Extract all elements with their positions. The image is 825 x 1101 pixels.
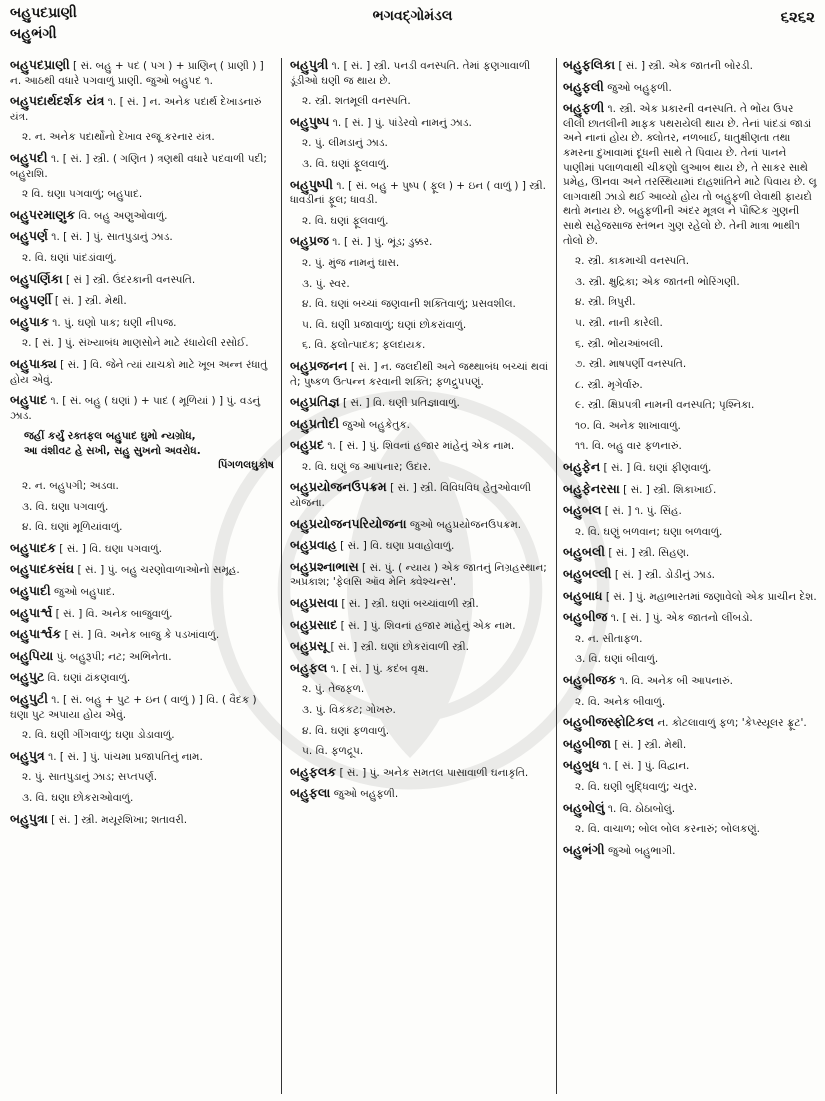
dictionary-entry xyxy=(563,503,817,519)
definition: ૫. વિ. ફળદ્રૂપ. xyxy=(302,745,364,758)
definition: ૧૧. વિ. બહુ વાર ફળનારું. xyxy=(575,440,682,453)
headword: બહુપ્રસાદ xyxy=(290,616,338,632)
definition: જુઓ બહુફળી. xyxy=(333,788,399,801)
entry-sense xyxy=(575,337,817,352)
entry-sense xyxy=(302,277,552,292)
dictionary-entry xyxy=(10,272,274,288)
headword: બહુપાદ xyxy=(10,392,48,408)
headword: બહુફલક xyxy=(290,763,337,779)
headword: બહુપુષ્પ xyxy=(290,113,330,129)
dictionary-entry xyxy=(290,438,552,454)
entry-sense xyxy=(575,419,817,434)
definition: [ સં. ] વિ. ઘણી પ્રતિજ્ઞાવાળું. xyxy=(342,397,460,410)
entry-sense xyxy=(575,822,817,837)
entry-sense xyxy=(575,295,817,310)
definition: ૧. વિ. અનેક બી આપનારું. xyxy=(619,675,733,687)
dictionary-entry xyxy=(290,596,552,612)
definition: ૨. ન. બહુપગી; અડવા. xyxy=(22,480,119,493)
definition: ૨. ન. અનેક પદાર્થોનો દેખાવ રજૂ કરનાર યંત્ર. xyxy=(22,131,215,144)
definition: [ સં. બહુ + પદ ( પગ ) + પ્રાણિન્ ( પ્રાણી ) ] ન. આઠથી વધારે પગવાળું પ્રાણી. જુઓ બહુપદ ૧. xyxy=(10,60,264,87)
definition: ૭. સ્ત્રી. માષપર્ણી વનસ્પતિ. xyxy=(575,358,687,371)
entry-sense xyxy=(302,136,552,151)
headword: બહુફલી xyxy=(563,78,604,94)
headword: બહુપુત્રા xyxy=(10,810,48,826)
definition: ૬. વિ. ફલોત્પાદક; ફલદાયક. xyxy=(302,339,426,352)
definition: ૧. [ સં. ] સ્ત્રી. પનડી વનસ્પતિ. તેમાં ફણગાવાળી ડૂંડીઓ ઘણી જ થાય છે. xyxy=(290,60,531,87)
quote-line: જહીં કર્યું રક્તફલ બહુપાદ ઘુમો ન્યગ્રોધ, xyxy=(24,430,196,443)
definition: [ સં. ] વિ. ઘણા પ્રવાહોવાળું. xyxy=(340,540,455,553)
entry-sense xyxy=(575,632,817,647)
page-number: ૬૨૬૨ xyxy=(780,8,815,26)
dictionary-entry xyxy=(563,737,817,753)
definition: ૪. વિ. ઘણાં મૂળિયાંવાળું. xyxy=(22,521,123,534)
definition: [ સં. ] વિ. જેને ત્યાં યાચકો માટે ખૂબ અન્ન રંધાતું હોય એવું. xyxy=(10,358,268,386)
column-rule-1 xyxy=(281,58,282,1094)
definition: ૬. સ્ત્રી. ભોંયઆંબલી. xyxy=(575,337,664,350)
dictionary-entry xyxy=(563,545,817,561)
headword: બહુબુધ xyxy=(563,757,600,773)
definition: ૨. વિ. વાચાળ; બોલ બોલ કરનારું; બોલકણું. xyxy=(575,823,760,836)
dictionary-entry xyxy=(290,417,552,433)
dictionary-entry xyxy=(10,584,274,600)
entry-sense xyxy=(22,520,274,535)
definition: ૨. પું. તેજફળ. xyxy=(302,683,365,696)
dictionary-entry xyxy=(290,786,552,802)
dictionary-entry xyxy=(10,562,274,578)
dictionary-entry xyxy=(563,610,817,626)
definition: ૪. સ્ત્રી. ત્રિપુરી. xyxy=(575,296,636,309)
column-2 xyxy=(290,58,552,1094)
column-3 xyxy=(563,58,817,1094)
entry-sense xyxy=(302,460,552,475)
headword: બહુપુત્ર xyxy=(10,747,45,763)
definition: ૧. [ સં. ] પું. સાતપુડાનું ઝાડ. xyxy=(51,231,173,244)
entry-sense xyxy=(22,770,274,785)
definition: [ સં. ] વિ. અનેક બાજુ કે પડખાંવાળું. xyxy=(64,629,220,642)
dictionary-entry xyxy=(563,715,817,731)
guide-word-bottom: બહુભંગી xyxy=(10,26,57,42)
headword: બહુપુષ્પી xyxy=(290,176,333,192)
dictionary-entry xyxy=(290,765,552,781)
dictionary-entry xyxy=(10,606,274,622)
dictionary-entry xyxy=(10,649,274,665)
entry-sense xyxy=(575,254,817,269)
entry-sense xyxy=(575,525,817,540)
entry-sense xyxy=(22,187,274,202)
dictionary-entry xyxy=(563,101,817,248)
dictionary-entry xyxy=(290,359,552,389)
definition: ૩. વિ. ઘણા છોકરાઓવાળું. xyxy=(22,791,134,804)
entry-sense xyxy=(302,297,552,312)
definition: ૩. વિ. ઘણાં ફૂલવાળું. xyxy=(302,157,390,170)
definition: ૨. સ્ત્રી. કાકમાચી વનસ્પતિ. xyxy=(575,255,690,268)
dictionary-entry xyxy=(10,812,274,828)
headword: બહુપિયા xyxy=(10,647,54,663)
entry-sense xyxy=(302,682,552,697)
quotation xyxy=(24,429,274,473)
definition: [ સં. ] પું. અનેક સમતલ પાસાવાળી ઘનાકૃતિ. xyxy=(339,766,529,779)
headword: બહુપાદક xyxy=(10,539,56,555)
headword: બહુબીજ xyxy=(563,609,608,625)
definition: [ સં. ] સ્ત્રી. સિહણ. xyxy=(608,547,690,560)
headword: બહુફલિકા xyxy=(563,58,616,72)
headword: બહુપ્રતોદી xyxy=(290,415,340,431)
headword: બહુપ્રસવા xyxy=(290,595,339,611)
definition: જુઓ બહુભાગી. xyxy=(607,844,676,857)
headword: બહુપુત્રી xyxy=(290,58,329,72)
headword: બહુભંગી xyxy=(563,841,605,857)
headword: બહુપ્રજ xyxy=(290,233,329,249)
definition: [ સં. ] ન. જલદીથી અને જથ્થાબંધ બચ્ચાં થવાં તે; પુષ્કળ ઉત્પન્ન કરવાની શક્તિ; ફળદ્રુપપણું. xyxy=(290,360,549,388)
entry-sense xyxy=(575,398,817,413)
headword: બહુપર્ણી xyxy=(10,292,52,308)
headword: બહુપાક xyxy=(10,313,49,329)
entry-sense xyxy=(575,357,817,372)
dictionary-entry xyxy=(10,670,274,686)
definition: ૫. સ્ત્રી. નાની કારેલી. xyxy=(575,316,663,329)
book-title: ભગવદ્ગોમંડલ xyxy=(372,8,453,24)
column-rule-2 xyxy=(556,58,557,1094)
quote-source: પિંગળલઘુકોષ xyxy=(218,459,274,472)
definition: ૨. વિ. ઘણાં પાંદડાંવાળું. xyxy=(22,251,117,264)
dictionary-entry xyxy=(563,482,817,498)
headword: બહુબોલું xyxy=(563,799,605,815)
definition: ૨. પું. સાતપુડાનું ઝાડ; સપ્તપર્ણ. xyxy=(22,771,158,784)
definition: ૧. [ સં. ] ન. અનેક પદાર્થ દેખાડનારું યંત્ર. xyxy=(10,96,262,123)
dictionary-entry xyxy=(290,639,552,655)
headword: બહુપ્રસૂ xyxy=(290,638,328,654)
definition: ૨. વિ. ઘણું બળવાન; ઘણા બળવાળું. xyxy=(575,525,723,538)
definition: ૧. પું. ઘણો પાક; ઘણી નીપજ. xyxy=(52,316,177,329)
definition: ૧. [ સં. બહુ + પુટ + ઇન ( વાળું ) ] વિ. ( વૈદક ) ઘણા પુટ અપાયા હોય એવું. xyxy=(10,694,257,721)
entry-sense xyxy=(302,256,552,271)
entry-sense xyxy=(575,652,817,667)
entry-sense xyxy=(22,130,274,145)
definition: ૯. સ્ત્રી. ક્ષિપ્રપત્રી નામની વનસ્પતિ; પૃશ્નિકા. xyxy=(575,399,755,412)
entry-sense xyxy=(302,318,552,333)
entry-sense xyxy=(302,724,552,739)
entry-sense xyxy=(302,157,552,172)
dictionary-entry xyxy=(563,673,817,689)
definition: [ સં. ] સ્ત્રી. ઘણાં છોકરાંવાળી સ્ત્રી. xyxy=(330,641,469,654)
column-1 xyxy=(10,58,274,1094)
quote-line: આ વંશીવટ હે સખી, સહુ સુખનો અવરોધ. xyxy=(24,444,201,457)
definition: [ સં. ] સ્ત્રી. ઘણાં બચ્ચાંવાળી સ્ત્રી. xyxy=(341,598,479,611)
dictionary-entry xyxy=(563,843,817,859)
headword: બહુફલા xyxy=(290,785,331,801)
dictionary-entry xyxy=(563,460,817,476)
definition: [ સં. ] સ્ત્રી. ડોડીનું ઝાડ. xyxy=(614,569,715,582)
definition: [ સં. ] વિ. ઘણાં ફીણવાળું. xyxy=(603,462,712,475)
definition: ૨. વિ. ઘણાં ફૂલવાળું. xyxy=(302,214,389,227)
definition: ૨. વિ. અનેક બીવાળું. xyxy=(575,695,666,708)
definition: [ સં. ] સ્ત્રી. મેથી. xyxy=(614,738,687,751)
headword: બહુબીજા xyxy=(563,735,611,751)
entry-sense xyxy=(302,94,552,109)
entry-sense xyxy=(22,479,274,494)
definition: ૧. વિ. ઠોઠાબોલું. xyxy=(607,802,676,815)
headword: બહુબલ xyxy=(563,502,602,518)
definition: ૪. વિ. ઘણાં ફળવાળું. xyxy=(302,724,390,737)
entry-sense xyxy=(302,338,552,353)
definition: જુઓ બહુપ્રયોજનઉપક્રમ. xyxy=(409,518,522,531)
headword: બહુબલી xyxy=(563,544,605,560)
definition: [ સં. ] વિ. ઘણા પગવાળું. xyxy=(59,542,162,555)
headword: બહુબલ્લી xyxy=(563,566,612,582)
definition: ૧. [ સં. ] પું. પાંચમા પ્રજાપતિનું નામ. xyxy=(48,750,203,763)
dictionary-entry xyxy=(10,94,274,124)
dictionary-entry xyxy=(290,178,552,208)
definition: ૩. સ્ત્રી. ક્ષુદ્રિકા; એક જાતની ભોરિંગણી. xyxy=(575,275,740,288)
entry-sense xyxy=(22,500,274,515)
definition: ૧. [ સં. ] સ્ત્રી. ( ગણિત ) ત્રણથી વધારે પદવાળી પદી; બહુરાશિ. xyxy=(10,152,267,180)
definition: ૩. પું. વિકંકટ; ગોખરુ. xyxy=(302,704,396,716)
dictionary-entry xyxy=(563,80,817,96)
definition: ૨. સ્ત્રી. શતમૂલી વનસ્પતિ. xyxy=(302,95,411,108)
headword: બહુફેનરસા xyxy=(563,480,620,496)
definition: ૩. પું. સ્વર. xyxy=(302,277,350,290)
page-header xyxy=(0,0,825,58)
definition: જુઓ બહુપાદ. xyxy=(54,586,116,599)
definition: પું. બહુરૂપી; નટ; અભિનેતા. xyxy=(56,650,172,663)
definition: [ સં. ] સ્ત્રી. મયૂરશિખા; શતાવરી. xyxy=(51,813,188,826)
definition: ૨. ન. સીતાફળ. xyxy=(575,632,643,645)
entry-sense xyxy=(575,695,817,710)
dictionary-entry xyxy=(290,517,552,533)
headword: બહુબીજક xyxy=(563,672,617,687)
entry-sense xyxy=(575,780,817,795)
definition: ૨ વિ. ઘણા પગવાળું; બહુપાદ. xyxy=(22,188,143,201)
headword: બહુપ્રયોજનઉપક્રમ xyxy=(290,479,387,495)
dictionary-entry xyxy=(290,395,552,411)
definition: જુઓ બહુફળી. xyxy=(607,81,672,94)
definition: [ સં. ] પું. બહુ ચરણોવાળાઓનો સમૂહ. xyxy=(77,564,240,577)
headword: બહુપ્રશ્નાભાસ xyxy=(290,558,359,574)
headword: બહુપ્રયોજનપરિયોજના xyxy=(290,515,407,531)
definition: વિ. બહુ અણુઓવાળું. xyxy=(78,209,168,222)
guide-word-top: બહુપદપ્રાણી xyxy=(10,5,77,21)
headword: બહુબીજસ્ફોટિકલ xyxy=(563,714,654,730)
headword: બહુપરમાણુક xyxy=(10,206,76,222)
definition: ૨. વિ. ઘણું જ આપનાર; ઉદાર. xyxy=(302,460,432,473)
dictionary-entry xyxy=(10,749,274,765)
dictionary-entry xyxy=(563,589,817,605)
entry-sense xyxy=(22,336,274,351)
headword: બહુપાદી xyxy=(10,583,51,599)
headword: બહુપાદકસંઘ xyxy=(10,561,75,577)
definition: ૩. વિ. ઘણાં બીવાળું. xyxy=(575,653,659,666)
dictionary-entry xyxy=(10,393,274,423)
headword: બહુપદી xyxy=(10,149,48,165)
entry-sense xyxy=(575,378,817,393)
definition: ૧. [ સં. ] પું. એક જાતનો લીંબડો. xyxy=(610,612,753,625)
entry-sense xyxy=(22,791,274,806)
dictionary-entry xyxy=(290,58,552,88)
definition: જુઓ બહુકેતુક. xyxy=(342,418,411,431)
dictionary-entry xyxy=(290,661,552,677)
headword: બહુબાધ xyxy=(563,587,603,603)
headword: બહુફલ xyxy=(290,659,328,675)
definition: [ સં. ] વિ. અનેક બાજુવાળું. xyxy=(55,607,173,620)
dictionary-entry xyxy=(10,58,274,88)
headword: બહુપુટી xyxy=(10,691,48,706)
dictionary-entry xyxy=(10,315,274,331)
definition: ૫. વિ. ઘણી પ્રજાવાળું; ઘણાં છોકરાંવાળું. xyxy=(302,318,467,331)
definition: ૧. [ સં. ] પું. શિવનાં હજાર માંહેનું એક નામ. xyxy=(327,440,515,453)
headword: બહુપાર્શ્વક xyxy=(10,626,62,642)
dictionary-entry xyxy=(10,293,274,309)
dictionary-entry xyxy=(563,567,817,583)
definition: ૨. પું. મુંજ નામનું ઘાસ. xyxy=(302,256,400,269)
dictionary-entry xyxy=(290,560,552,590)
definition: ન. કોટલાવાળું ફળ; 'કેપ્સ્યૂલર ફ્રૂટ'. xyxy=(657,717,807,730)
definition: [ સં. ] પું. મહાભારતમાં જણાવેલો એક પ્રાચીન દેશ. xyxy=(605,590,817,603)
headword: બહુપાર્શ્વ xyxy=(10,604,53,620)
dictionary-entry xyxy=(563,801,817,817)
definition: [ સં. ] સ્ત્રી. વિવિધવિધ હેતુઓવાળી યોજના. xyxy=(290,482,531,510)
definition: ૩. વિ. ઘણા પગવાળું. xyxy=(22,500,109,513)
headword: બહુપર્ણ xyxy=(10,228,48,244)
dictionary-entry xyxy=(10,541,274,557)
definition: ૨. પું. લીમડાનું ઝાડ. xyxy=(302,137,388,150)
dictionary-entry xyxy=(290,480,552,510)
definition: ૧. [ સં. ] પું. ભૂંડ; ડુક્કર. xyxy=(332,236,433,249)
dictionary-entry xyxy=(563,58,817,74)
definition: [ સં. પું. ( ન્યાય ) એક જાતનું નિગ્રહસ્થાન; અપ્રકાશ; 'ફેલસિ ઑવ મેનિ ક્વેશ્ચન્સ'. xyxy=(290,561,547,589)
headword: બહુપ્રદ xyxy=(290,437,325,453)
headword: બહુફેન xyxy=(563,459,601,475)
definition: ૧. [ સં. ] પું. પાંડેરવો નામનું ઝાડ. xyxy=(332,116,472,129)
headword: બહુફળી xyxy=(563,100,605,116)
headword: બહુપુટ xyxy=(10,669,45,685)
entry-sense xyxy=(575,275,817,290)
headword: બહુપર્ણિકા xyxy=(10,270,63,286)
definition: [ સં. ] ૧. પું. સિંહ. xyxy=(604,505,682,518)
dictionary-entry xyxy=(563,758,817,774)
entry-sense xyxy=(22,251,274,266)
definition: ૧. [ સં. બહુ + પુષ્પ ( ફૂલ ) + ઇન ( વાળું ) ] સ્ત્રી. ધાવડીનાં ફૂલ; ધાવડી. xyxy=(290,179,546,207)
entry-sense xyxy=(575,439,817,454)
definition: વિ. ઘણાં ઢાંકણવાળું. xyxy=(47,672,131,685)
dictionary-entry xyxy=(10,229,274,245)
dictionary-entry xyxy=(290,618,552,634)
definition: [ સં. ] પું. શિવનાં હજાર માંહેનું એક નામ. xyxy=(340,619,516,632)
dictionary-entry xyxy=(10,692,274,722)
headword: બહુપદપ્રાણી xyxy=(10,58,70,72)
headword: બહુપ્રજનન xyxy=(290,357,348,373)
headword: બહુપ્રતિજ્ઞ xyxy=(290,394,340,410)
definition: [ સં. ] સ્ત્રી. શિકાખાઈ. xyxy=(623,483,717,496)
definition: ૪. વિ. ઘણાં બચ્ચાં જણવાની શક્તિવાળું; પ્રસવશીલ. xyxy=(302,298,516,311)
definition: ૨. વિ. ઘણી બુદ્ધિવાળું; ચતુર. xyxy=(575,780,698,793)
definition: ૧. સ્ત્રી. એક પ્રકારની વનસ્પતિ. તે ભોંય ઉપર લીલી છાતલીની માફક પથરાયેલી થાય છે. તેનાં પાંદડાં જાડાં અને નાનાં હોય છે. ક્લોતર, નળબાઈ, ધાતુક્ષીણતા તથા કમરના દુખાવામાં દૂધની સાથે તે પિવાય છે. તેનાં પાનને પાણીમાં પલાળવાથી ચીકણો લુઆબ થાય છે, તે સાકર સાથે પ્રમેહ, ઊનવા અને તરસ્થિયામાં દાહશાંતિને માટે પિવાય છે. લૂ લાગવાથી ઝાડો થઈ આવ્યો હોય તો બહુફળી લેવાથી ફાયદો થતો મનાય છે. બહુફળીની અંદર મૂત્રલ ને પૌષ્ટિક ગુણની સાથે સહેજસાજ સ્તંભન ગુણ રહેલો છે. તેની માત્રા ભાથી૧ તોલો છે. xyxy=(563,103,817,247)
definition: ૧. [ સં. ] પું. વિદ્વાન. xyxy=(602,760,690,773)
headword: બહુપ્રવાહ xyxy=(290,537,337,553)
headword: બહુપદાર્થદર્શક યંત્ર xyxy=(10,93,105,109)
dictionary-entry xyxy=(290,115,552,131)
dictionary-entry xyxy=(290,234,552,250)
definition: [ સં ] સ્ત્રી. ઉંદરકાની વનસ્પતિ. xyxy=(66,273,196,286)
definition: ૧. [ સં. બહુ ( ઘણાં ) + પાદ ( મૂળિયાં ) ] પું. વડનું ઝાડ. xyxy=(10,395,261,422)
entry-sense xyxy=(302,214,552,229)
headword: બહુપાક્ય xyxy=(10,355,57,371)
dictionary-entry xyxy=(10,208,274,224)
definition: ૮. સ્ત્રી. મૃગેર્વારુ. xyxy=(575,378,643,391)
definition: ૧. [ સં. ] પું. કદંબ વૃક્ષ. xyxy=(330,662,429,675)
entry-sense xyxy=(575,316,817,331)
dictionary-entry xyxy=(10,627,274,643)
dictionary-entry xyxy=(10,357,274,387)
definition: ૧૦. વિ. અનેક શાખાવાળું. xyxy=(575,419,681,432)
dictionary-entry xyxy=(290,538,552,554)
definition: ૨. [ સં. ] પું. સંખ્યાબંધ માણસોને માટે રંધાયેલી રસોઈ. xyxy=(22,337,249,350)
definition: [ સં. ] સ્ત્રી. મેથી. xyxy=(54,295,127,308)
entry-sense xyxy=(302,744,552,759)
dictionary-entry xyxy=(10,151,274,181)
entry-sense xyxy=(22,728,274,743)
entry-sense xyxy=(302,703,552,718)
definition: ૨. વિ. ઘણી ગીંગવાળું; ઘણા ડોડાવાળું. xyxy=(22,729,175,742)
definition: [ સં. ] સ્ત્રી. એક જાતની બોરડી. xyxy=(618,60,753,72)
